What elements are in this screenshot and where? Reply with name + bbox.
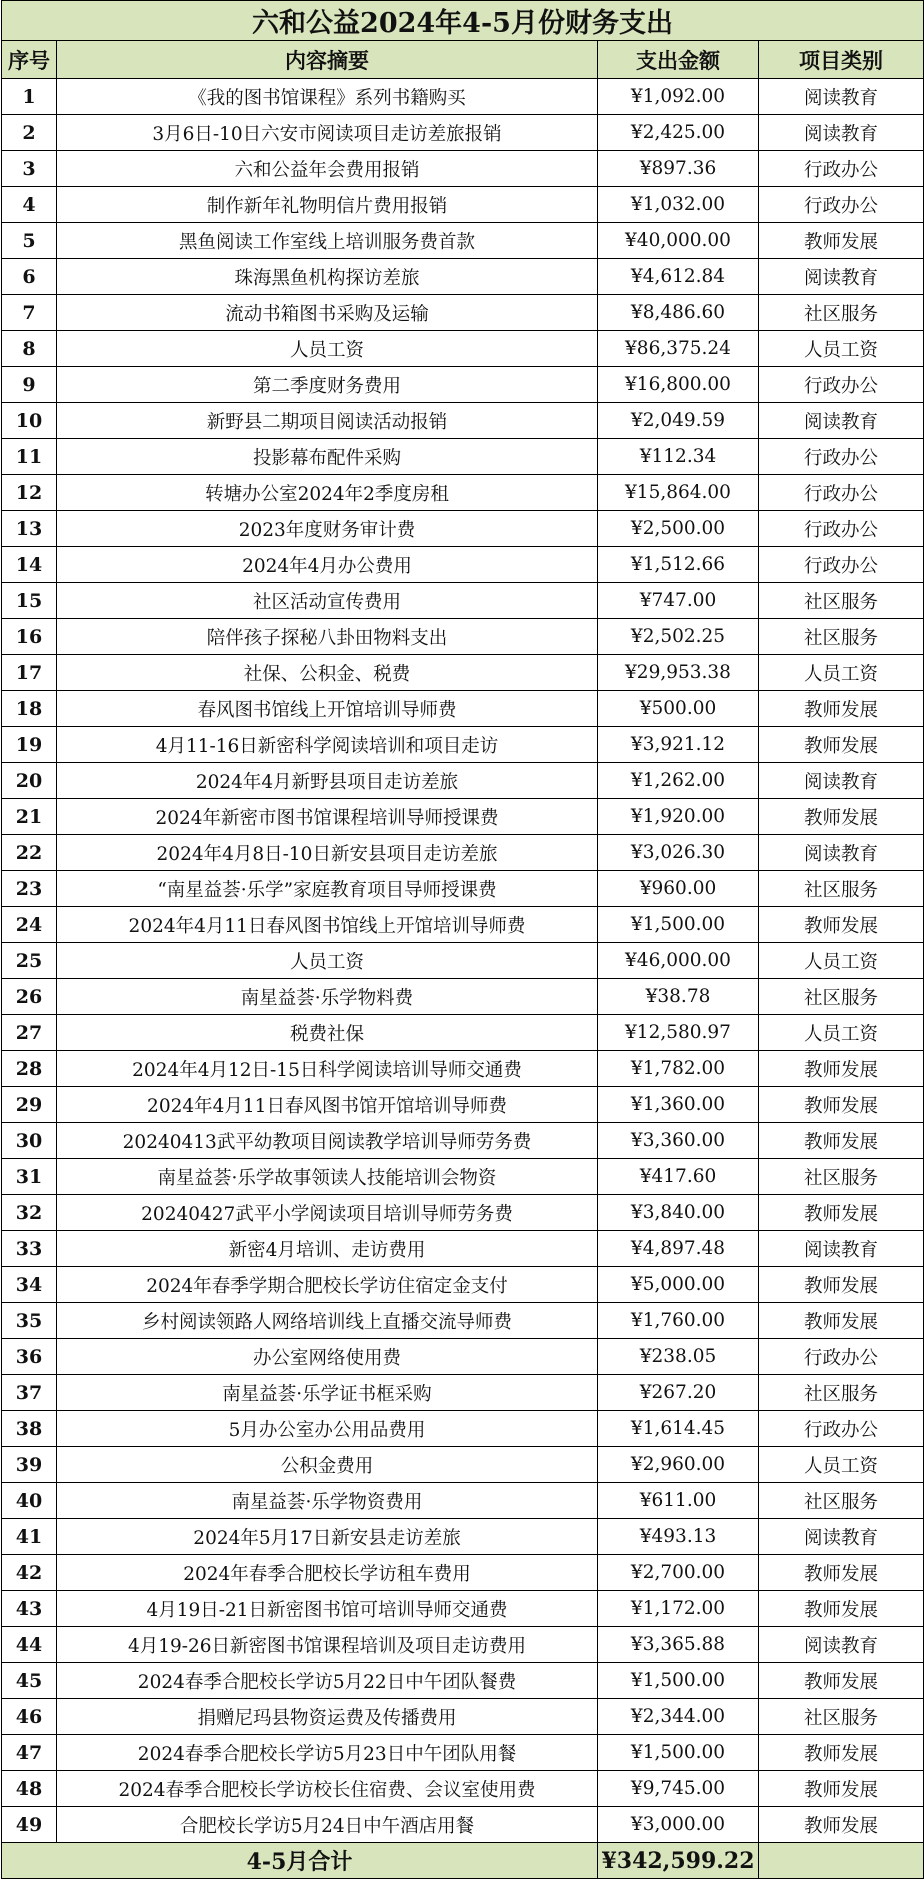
row-index: 42 [2, 1555, 57, 1591]
row-index: 41 [2, 1519, 57, 1555]
row-amount: ¥15,864.00 [598, 475, 759, 511]
table-row [2, 151, 924, 187]
table-row [2, 1303, 924, 1339]
row-amount: ¥3,026.30 [598, 835, 759, 871]
row-category: 行政办公 [759, 1411, 924, 1447]
row-summary: 2024春季合肥校长学访校长住宿费、会议室使用费 [57, 1771, 598, 1807]
row-category: 社区服务 [759, 979, 924, 1015]
row-amount: ¥2,700.00 [598, 1555, 759, 1591]
table-row [2, 619, 924, 655]
row-summary: 4月19-26日新密图书馆课程培训及项目走访费用 [57, 1627, 598, 1663]
row-category: 阅读教育 [759, 1519, 924, 1555]
row-amount: ¥500.00 [598, 691, 759, 727]
row-summary: 2023年度财务审计费 [57, 511, 598, 547]
table-row [2, 1267, 924, 1303]
row-amount: ¥1,032.00 [598, 187, 759, 223]
row-summary: 乡村阅读领路人网络培训线上直播交流导师费 [57, 1303, 598, 1339]
table-row [2, 583, 924, 619]
row-index: 5 [2, 223, 57, 259]
row-amount: ¥1,614.45 [598, 1411, 759, 1447]
row-amount: ¥86,375.24 [598, 331, 759, 367]
table-row [2, 1231, 924, 1267]
header-summary: 内容摘要 [57, 41, 598, 79]
row-category: 阅读教育 [759, 835, 924, 871]
row-index: 9 [2, 367, 57, 403]
row-amount: ¥267.20 [598, 1375, 759, 1411]
row-index: 19 [2, 727, 57, 763]
row-summary: 投影幕布配件采购 [57, 439, 598, 475]
table-row [2, 763, 924, 799]
title-row [2, 1, 924, 41]
header-row [2, 41, 924, 79]
table-row [2, 295, 924, 331]
table-row [2, 727, 924, 763]
row-amount: ¥29,953.38 [598, 655, 759, 691]
row-category: 教师发展 [759, 1087, 924, 1123]
row-index: 38 [2, 1411, 57, 1447]
table-row [2, 1339, 924, 1375]
row-index: 32 [2, 1195, 57, 1231]
row-index: 40 [2, 1483, 57, 1519]
row-category: 社区服务 [759, 583, 924, 619]
table-row [2, 1015, 924, 1051]
row-category: 行政办公 [759, 367, 924, 403]
row-summary: 人员工资 [57, 943, 598, 979]
row-summary: 公积金费用 [57, 1447, 598, 1483]
table-row [2, 439, 924, 475]
row-index: 37 [2, 1375, 57, 1411]
table-row [2, 1663, 924, 1699]
row-index: 47 [2, 1735, 57, 1771]
row-amount: ¥3,000.00 [598, 1807, 759, 1843]
row-amount: ¥1,512.66 [598, 547, 759, 583]
header-category: 项目类别 [759, 41, 924, 79]
row-summary: 《我的图书馆课程》系列书籍购买 [57, 79, 598, 115]
row-category: 社区服务 [759, 1159, 924, 1195]
row-category: 人员工资 [759, 1447, 924, 1483]
row-category: 阅读教育 [759, 115, 924, 151]
row-index: 29 [2, 1087, 57, 1123]
row-summary: 转塘办公室2024年2季度房租 [57, 475, 598, 511]
table-row [2, 1375, 924, 1411]
table-row [2, 1051, 924, 1087]
row-index: 21 [2, 799, 57, 835]
row-summary: 春风图书馆线上开馆培训导师费 [57, 691, 598, 727]
row-index: 27 [2, 1015, 57, 1051]
row-amount: ¥2,425.00 [598, 115, 759, 151]
header-index: 序号 [2, 41, 57, 79]
row-summary: 人员工资 [57, 331, 598, 367]
row-index: 7 [2, 295, 57, 331]
row-amount: ¥112.34 [598, 439, 759, 475]
row-amount: ¥2,049.59 [598, 403, 759, 439]
row-amount: ¥8,486.60 [598, 295, 759, 331]
row-amount: ¥2,500.00 [598, 511, 759, 547]
row-category: 教师发展 [759, 1051, 924, 1087]
row-index: 36 [2, 1339, 57, 1375]
row-category: 教师发展 [759, 1303, 924, 1339]
row-category: 阅读教育 [759, 1231, 924, 1267]
row-amount: ¥16,800.00 [598, 367, 759, 403]
row-index: 24 [2, 907, 57, 943]
row-index: 3 [2, 151, 57, 187]
table-row [2, 907, 924, 943]
row-category: 教师发展 [759, 1267, 924, 1303]
row-amount: ¥38.78 [598, 979, 759, 1015]
table-row [2, 1735, 924, 1771]
row-index: 39 [2, 1447, 57, 1483]
table-row [2, 1447, 924, 1483]
row-amount: ¥1,172.00 [598, 1591, 759, 1627]
row-summary: 南星益荟·乐学证书框采购 [57, 1375, 598, 1411]
table-row [2, 1483, 924, 1519]
row-amount: ¥1,920.00 [598, 799, 759, 835]
row-summary: 社保、公积金、税费 [57, 655, 598, 691]
row-summary: 流动书箱图书采购及运输 [57, 295, 598, 331]
row-index: 15 [2, 583, 57, 619]
row-summary: 2024年春季合肥校长学访租车费用 [57, 1555, 598, 1591]
table-row [2, 1627, 924, 1663]
row-category: 行政办公 [759, 1339, 924, 1375]
row-amount: ¥1,262.00 [598, 763, 759, 799]
sheet-title: 六和公益2024年4-5月份财务支出 [2, 1, 924, 41]
table-row [2, 547, 924, 583]
row-category: 社区服务 [759, 1483, 924, 1519]
row-index: 16 [2, 619, 57, 655]
row-summary: 六和公益年会费用报销 [57, 151, 598, 187]
row-summary: 黑鱼阅读工作室线上培训服务费首款 [57, 223, 598, 259]
table-row [2, 1087, 924, 1123]
row-amount: ¥1,782.00 [598, 1051, 759, 1087]
row-amount: ¥40,000.00 [598, 223, 759, 259]
row-category: 人员工资 [759, 943, 924, 979]
table-row [2, 403, 924, 439]
row-amount: ¥417.60 [598, 1159, 759, 1195]
row-summary: 20240413武平幼教项目阅读教学培训导师劳务费 [57, 1123, 598, 1159]
row-index: 25 [2, 943, 57, 979]
row-summary: 南星益荟·乐学故事领读人技能培训会物资 [57, 1159, 598, 1195]
row-category: 人员工资 [759, 331, 924, 367]
row-summary: 制作新年礼物明信片费用报销 [57, 187, 598, 223]
row-index: 17 [2, 655, 57, 691]
row-summary: 2024年4月新野县项目走访差旅 [57, 763, 598, 799]
row-index: 20 [2, 763, 57, 799]
table-row [2, 223, 924, 259]
header-amount: 支出金额 [598, 41, 759, 79]
row-summary: 2024年4月11日春风图书馆线上开馆培训导师费 [57, 907, 598, 943]
row-amount: ¥960.00 [598, 871, 759, 907]
table-row [2, 259, 924, 295]
row-amount: ¥1,760.00 [598, 1303, 759, 1339]
row-index: 13 [2, 511, 57, 547]
table-row [2, 1519, 924, 1555]
row-amount: ¥2,502.25 [598, 619, 759, 655]
row-index: 49 [2, 1807, 57, 1843]
row-summary: 社区活动宣传费用 [57, 583, 598, 619]
expense-table [1, 0, 924, 1879]
row-index: 8 [2, 331, 57, 367]
row-category: 人员工资 [759, 1015, 924, 1051]
row-summary: 2024年新密市图书馆课程培训导师授课费 [57, 799, 598, 835]
table-row [2, 979, 924, 1015]
row-summary: 新野县二期项目阅读活动报销 [57, 403, 598, 439]
table-row [2, 1699, 924, 1735]
row-index: 31 [2, 1159, 57, 1195]
row-summary: 陪伴孩子探秘八卦田物料支出 [57, 619, 598, 655]
row-category: 社区服务 [759, 871, 924, 907]
row-amount: ¥1,500.00 [598, 1735, 759, 1771]
row-summary: 办公室网络使用费 [57, 1339, 598, 1375]
table-row [2, 1123, 924, 1159]
row-index: 33 [2, 1231, 57, 1267]
row-amount: ¥897.36 [598, 151, 759, 187]
row-amount: ¥4,612.84 [598, 259, 759, 295]
row-category: 阅读教育 [759, 403, 924, 439]
row-summary: 3月6日-10日六安市阅读项目走访差旅报销 [57, 115, 598, 151]
row-amount: ¥3,365.88 [598, 1627, 759, 1663]
row-category: 人员工资 [759, 655, 924, 691]
row-amount: ¥2,344.00 [598, 1699, 759, 1735]
row-summary: 4月11-16日新密科学阅读培训和项目走访 [57, 727, 598, 763]
row-index: 6 [2, 259, 57, 295]
row-category: 阅读教育 [759, 259, 924, 295]
row-index: 2 [2, 115, 57, 151]
row-category: 教师发展 [759, 727, 924, 763]
row-category: 社区服务 [759, 1699, 924, 1735]
row-index: 4 [2, 187, 57, 223]
expense-table-body [2, 1, 924, 1879]
row-amount: ¥1,360.00 [598, 1087, 759, 1123]
row-category: 行政办公 [759, 151, 924, 187]
row-index: 45 [2, 1663, 57, 1699]
table-row [2, 1807, 924, 1843]
row-summary: 南星益荟·乐学物资费用 [57, 1483, 598, 1519]
row-summary: 2024年5月17日新安县走访差旅 [57, 1519, 598, 1555]
row-category: 教师发展 [759, 907, 924, 943]
row-category: 行政办公 [759, 475, 924, 511]
row-category: 行政办公 [759, 547, 924, 583]
row-category: 教师发展 [759, 223, 924, 259]
row-category: 行政办公 [759, 511, 924, 547]
row-index: 11 [2, 439, 57, 475]
row-category: 阅读教育 [759, 1627, 924, 1663]
table-row [2, 691, 924, 727]
row-summary: 第二季度财务费用 [57, 367, 598, 403]
row-category: 教师发展 [759, 691, 924, 727]
row-amount: ¥9,745.00 [598, 1771, 759, 1807]
row-amount: ¥4,897.48 [598, 1231, 759, 1267]
row-index: 43 [2, 1591, 57, 1627]
table-row [2, 331, 924, 367]
row-category: 行政办公 [759, 439, 924, 475]
row-index: 28 [2, 1051, 57, 1087]
row-amount: ¥5,000.00 [598, 1267, 759, 1303]
row-index: 35 [2, 1303, 57, 1339]
row-summary: 5月办公室办公用品费用 [57, 1411, 598, 1447]
table-row [2, 1195, 924, 1231]
row-amount: ¥611.00 [598, 1483, 759, 1519]
row-summary: 2024年春季学期合肥校长学访住宿定金支付 [57, 1267, 598, 1303]
row-amount: ¥238.05 [598, 1339, 759, 1375]
table-row [2, 1411, 924, 1447]
table-row [2, 1159, 924, 1195]
row-category: 教师发展 [759, 1663, 924, 1699]
row-category: 教师发展 [759, 1195, 924, 1231]
row-amount: ¥1,092.00 [598, 79, 759, 115]
row-amount: ¥1,500.00 [598, 1663, 759, 1699]
row-index: 44 [2, 1627, 57, 1663]
row-index: 30 [2, 1123, 57, 1159]
table-row [2, 1555, 924, 1591]
row-index: 22 [2, 835, 57, 871]
row-amount: ¥12,580.97 [598, 1015, 759, 1051]
row-index: 18 [2, 691, 57, 727]
row-summary: 捐赠尼玛县物资运费及传播费用 [57, 1699, 598, 1735]
row-amount: ¥2,960.00 [598, 1447, 759, 1483]
total-label: 4-5月合计 [2, 1843, 598, 1879]
row-category: 教师发展 [759, 1735, 924, 1771]
table-row [2, 655, 924, 691]
row-summary: 南星益荟·乐学物料费 [57, 979, 598, 1015]
table-row [2, 871, 924, 907]
row-summary: 2024年4月11日春风图书馆开馆培训导师费 [57, 1087, 598, 1123]
table-row [2, 79, 924, 115]
row-index: 34 [2, 1267, 57, 1303]
row-amount: ¥3,840.00 [598, 1195, 759, 1231]
row-amount: ¥493.13 [598, 1519, 759, 1555]
row-category: 教师发展 [759, 1807, 924, 1843]
table-row [2, 1591, 924, 1627]
table-row [2, 799, 924, 835]
row-category: 教师发展 [759, 1591, 924, 1627]
row-summary: 4月19日-21日新密图书馆可培训导师交通费 [57, 1591, 598, 1627]
row-amount: ¥46,000.00 [598, 943, 759, 979]
row-amount: ¥747.00 [598, 583, 759, 619]
row-category: 社区服务 [759, 619, 924, 655]
row-amount: ¥3,921.12 [598, 727, 759, 763]
row-summary: 税费社保 [57, 1015, 598, 1051]
table-row [2, 943, 924, 979]
table-row [2, 187, 924, 223]
table-row [2, 835, 924, 871]
total-row [2, 1843, 924, 1879]
row-index: 48 [2, 1771, 57, 1807]
table-row [2, 1771, 924, 1807]
row-category: 阅读教育 [759, 763, 924, 799]
row-category: 教师发展 [759, 1555, 924, 1591]
row-category: 社区服务 [759, 295, 924, 331]
row-index: 23 [2, 871, 57, 907]
table-row [2, 511, 924, 547]
row-category: 教师发展 [759, 1771, 924, 1807]
row-index: 12 [2, 475, 57, 511]
total-category [759, 1843, 924, 1879]
row-summary: 新密4月培训、走访费用 [57, 1231, 598, 1267]
row-summary: 2024春季合肥校长学访5月22日中午团队餐费 [57, 1663, 598, 1699]
table-row [2, 367, 924, 403]
row-category: 教师发展 [759, 1123, 924, 1159]
row-amount: ¥1,500.00 [598, 907, 759, 943]
row-amount: ¥3,360.00 [598, 1123, 759, 1159]
row-index: 1 [2, 79, 57, 115]
row-index: 46 [2, 1699, 57, 1735]
row-index: 14 [2, 547, 57, 583]
row-summary: 2024年4月12日-15日科学阅读培训导师交通费 [57, 1051, 598, 1087]
total-amount: ¥342,599.22 [598, 1843, 759, 1879]
row-index: 26 [2, 979, 57, 1015]
row-summary: 2024年4月8日-10日新安县项目走访差旅 [57, 835, 598, 871]
row-summary: 2024春季合肥校长学访5月23日中午团队用餐 [57, 1735, 598, 1771]
row-summary: “南星益荟·乐学”家庭教育项目导师授课费 [57, 871, 598, 907]
row-summary: 珠海黑鱼机构探访差旅 [57, 259, 598, 295]
row-category: 阅读教育 [759, 79, 924, 115]
row-category: 行政办公 [759, 187, 924, 223]
row-summary: 合肥校长学访5月24日中午酒店用餐 [57, 1807, 598, 1843]
row-category: 教师发展 [759, 799, 924, 835]
row-summary: 2024年4月办公费用 [57, 547, 598, 583]
table-row [2, 475, 924, 511]
row-summary: 20240427武平小学阅读项目培训导师劳务费 [57, 1195, 598, 1231]
row-category: 社区服务 [759, 1375, 924, 1411]
row-index: 10 [2, 403, 57, 439]
table-row [2, 115, 924, 151]
